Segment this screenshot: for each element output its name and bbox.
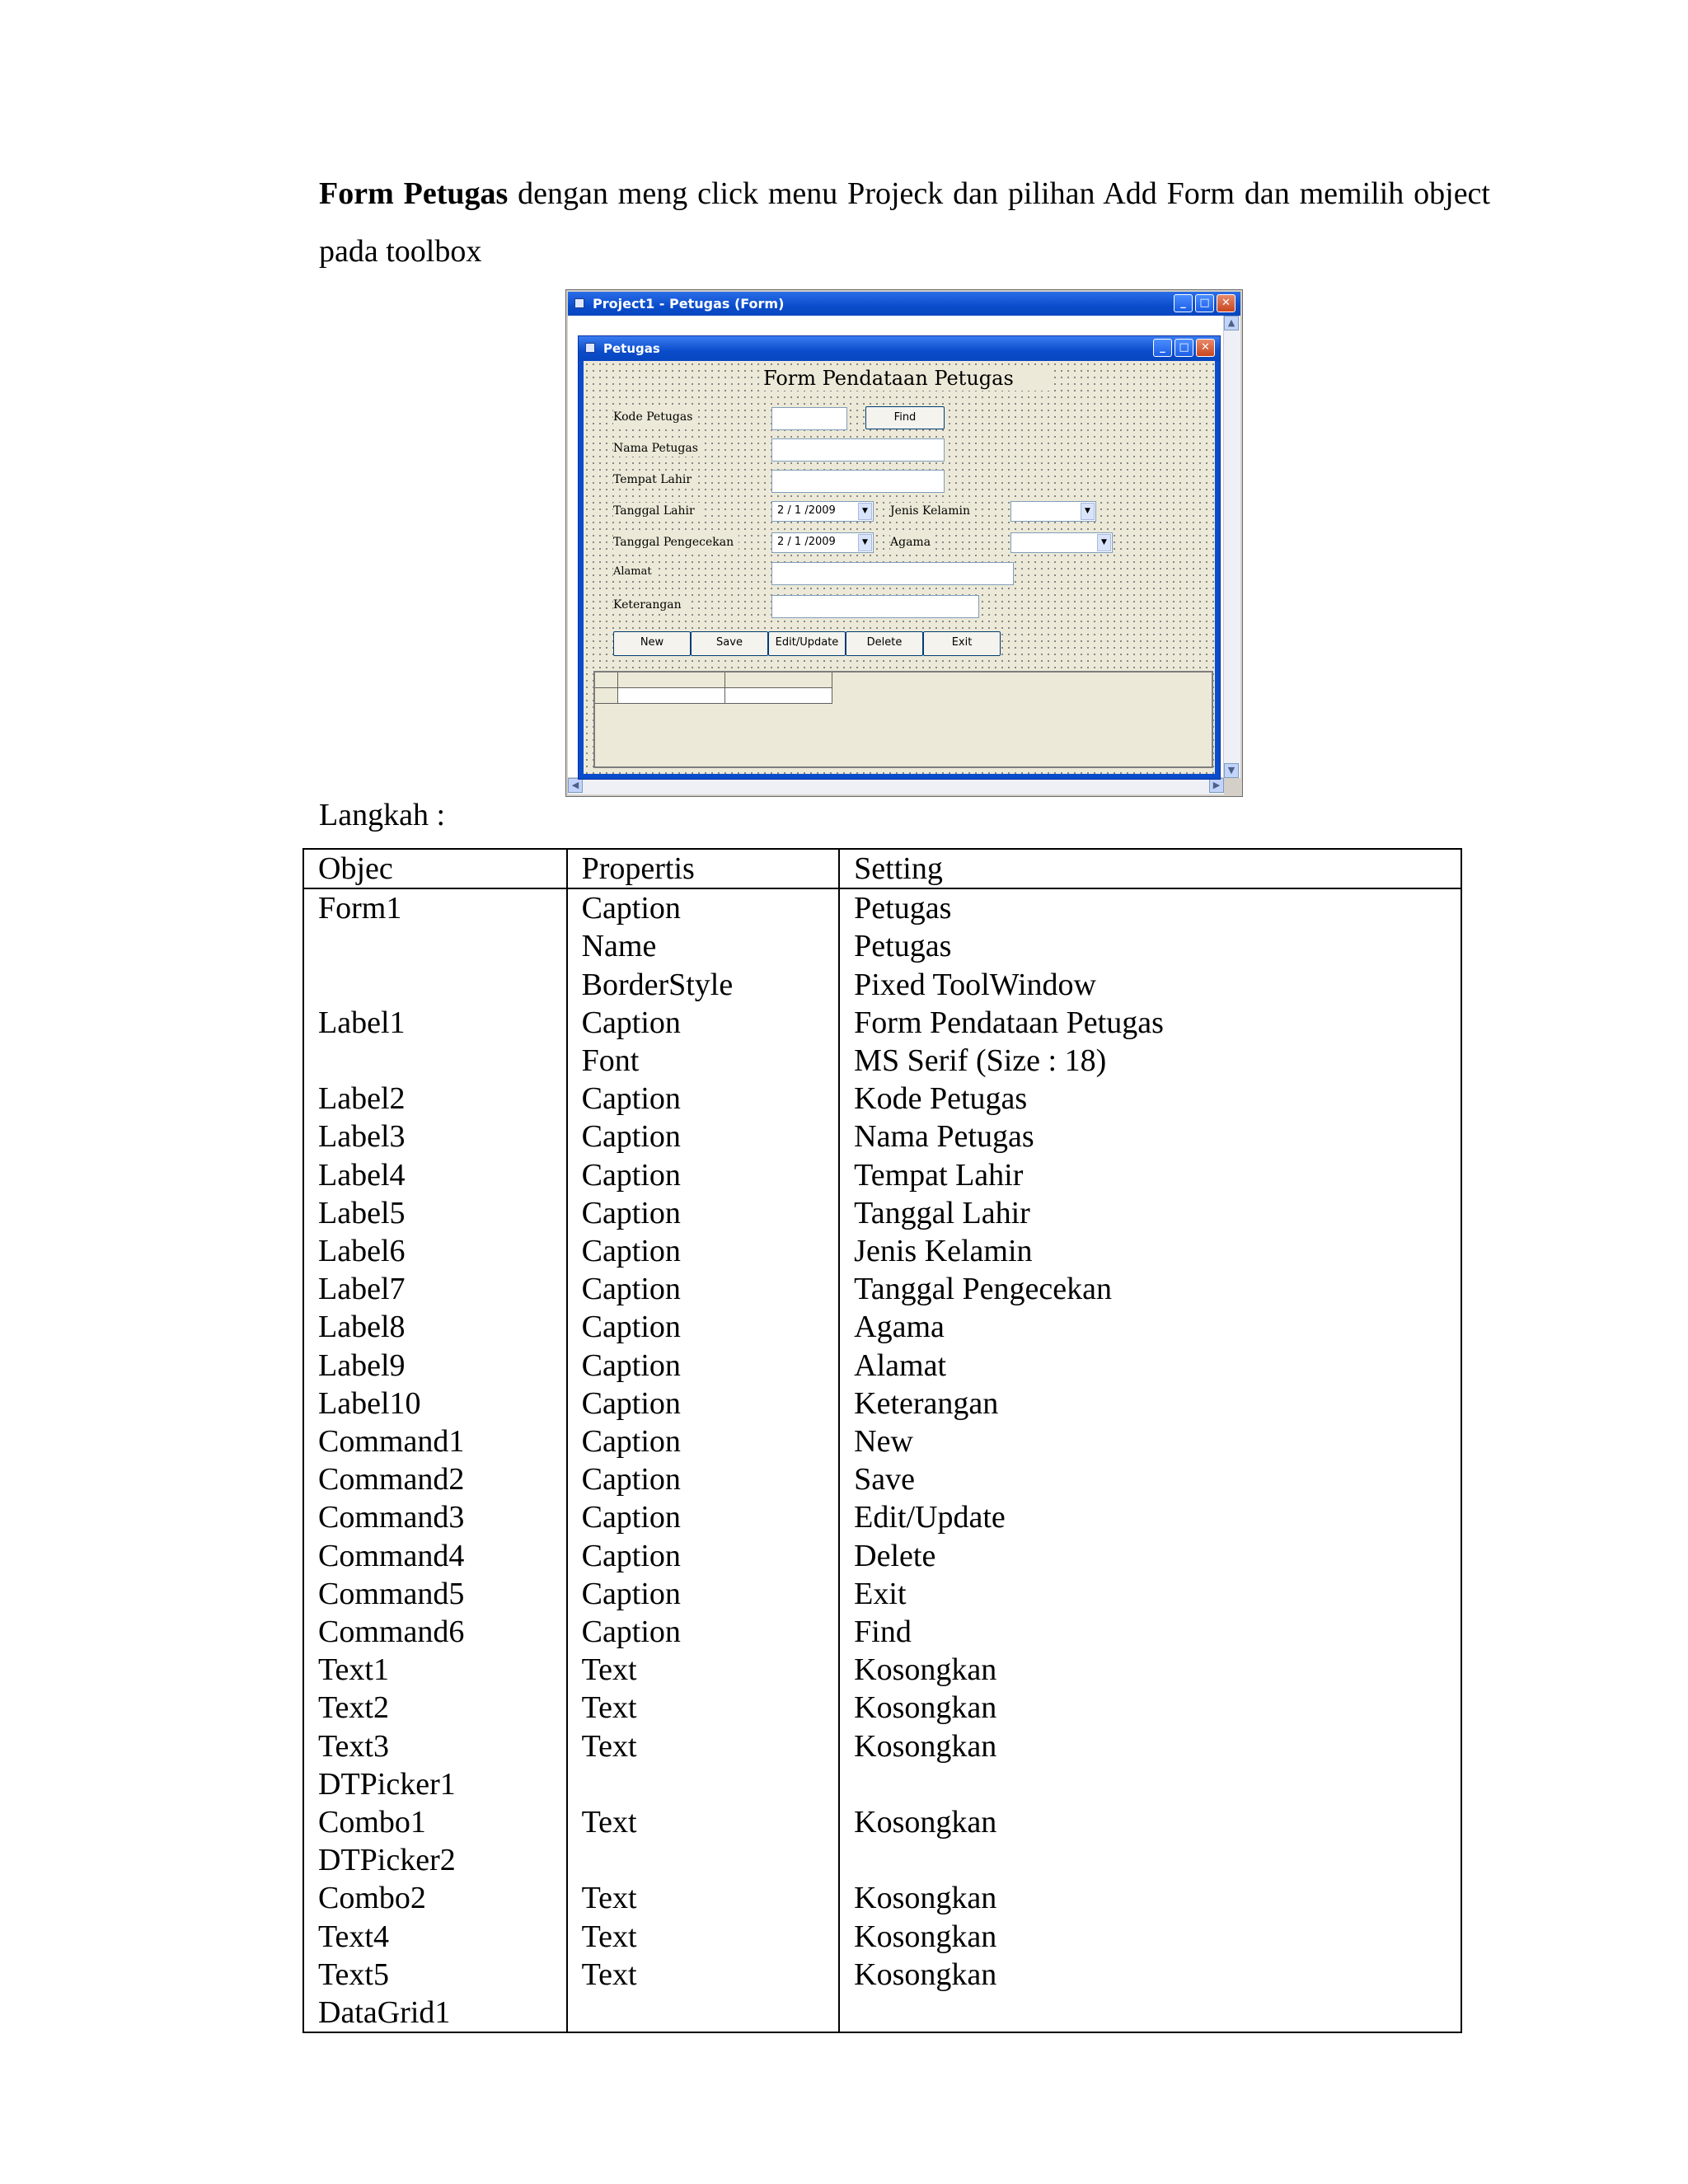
cell-setting: Nama Petugas <box>839 1118 1461 1155</box>
cell-object: Text1 <box>303 1651 567 1689</box>
cell-setting: Kosongkan <box>839 1956 1461 1994</box>
new-button[interactable]: New <box>613 631 691 656</box>
cell-setting: Form Pendataan Petugas <box>839 1004 1461 1042</box>
intro-bold: Form Petugas <box>319 176 509 211</box>
cell-setting <box>839 1994 1461 2032</box>
label-agama: Agama <box>890 534 935 551</box>
tempat-lahir-input[interactable] <box>771 470 945 493</box>
cell-object: Command1 <box>303 1422 567 1460</box>
table-row <box>303 1803 1461 1841</box>
intro-paragraph <box>319 165 1490 280</box>
cell-property: Caption <box>567 1537 840 1575</box>
datagrid-header-row <box>595 673 832 688</box>
properties-table <box>302 848 1462 2033</box>
cell-property: Text <box>567 1956 840 1994</box>
horizontal-scrollbar[interactable] <box>568 777 1224 794</box>
form-icon <box>574 298 584 308</box>
label-tanggal-pengecekan: Tanggal Pengecekan <box>613 534 738 551</box>
minimize-icon[interactable]: _ <box>1153 339 1172 357</box>
datagrid-column-header[interactable] <box>618 673 725 687</box>
table-row <box>303 1080 1461 1118</box>
cell-setting: Kosongkan <box>839 1879 1461 1917</box>
cell-object: Combo2 <box>303 1879 567 1917</box>
ide-window-controls <box>1174 294 1236 312</box>
cell-object: Command3 <box>303 1498 567 1536</box>
label-alamat: Alamat <box>613 564 657 580</box>
cell-setting: Tanggal Pengecekan <box>839 1270 1461 1308</box>
datagrid-cell[interactable] <box>725 688 832 703</box>
cell-object: Text5 <box>303 1956 567 1994</box>
table-row <box>303 1918 1461 1956</box>
cell-property: Font <box>567 1042 840 1080</box>
column-header-setting: Setting <box>839 849 1461 888</box>
datagrid-row <box>595 688 832 704</box>
table-row <box>303 1156 1461 1194</box>
datagrid-row-selector[interactable] <box>595 688 618 703</box>
cell-setting: Kosongkan <box>839 1651 1461 1689</box>
cell-property: Text <box>567 1803 840 1841</box>
cell-setting: Kosongkan <box>839 1918 1461 1956</box>
table-row <box>303 1042 1461 1080</box>
table-row <box>303 1308 1461 1346</box>
cell-setting: Pixed ToolWindow <box>839 966 1461 1004</box>
cell-setting: Tanggal Lahir <box>839 1194 1461 1232</box>
ide-screenshot <box>565 289 1243 797</box>
table-row <box>303 1651 1461 1689</box>
cell-object: Command6 <box>303 1613 567 1651</box>
cell-setting: MS Serif (Size : 18) <box>839 1042 1461 1080</box>
exit-button[interactable]: Exit <box>923 631 1001 656</box>
cell-property: Caption <box>567 1385 840 1422</box>
cell-object: DTPicker1 <box>303 1765 567 1803</box>
dtpicker2[interactable] <box>771 532 874 553</box>
column-header-object: Objec <box>303 849 567 888</box>
chevron-down-icon[interactable]: ▼ <box>1081 503 1095 520</box>
scroll-right-icon[interactable]: ▶ <box>1209 778 1224 793</box>
table-row <box>303 1879 1461 1917</box>
cell-setting: Jenis Kelamin <box>839 1232 1461 1270</box>
cell-property: Caption <box>567 1080 840 1118</box>
table-row <box>303 927 1461 965</box>
vertical-scrollbar[interactable] <box>1223 316 1240 778</box>
cell-object: Label9 <box>303 1347 567 1385</box>
form-title: Petugas <box>603 341 660 356</box>
cell-property: Caption <box>567 1347 840 1385</box>
cell-property <box>567 1841 840 1879</box>
cell-object: DataGrid1 <box>303 1994 567 2032</box>
cell-property: Caption <box>567 1460 840 1498</box>
close-icon[interactable]: ✕ <box>1217 294 1236 312</box>
cell-object: Command2 <box>303 1460 567 1498</box>
table-row <box>303 1232 1461 1270</box>
cell-property <box>567 1994 840 2032</box>
nama-petugas-input[interactable] <box>771 438 945 462</box>
cell-property: Caption <box>567 1498 840 1536</box>
kode-petugas-input[interactable] <box>771 407 847 430</box>
table-row <box>303 1460 1461 1498</box>
cell-object: Label1 <box>303 1004 567 1042</box>
cell-property: Name <box>567 927 840 965</box>
cell-setting: Kosongkan <box>839 1727 1461 1765</box>
cell-object: Label2 <box>303 1080 567 1118</box>
cell-property: Caption <box>567 1004 840 1042</box>
cell-property: Caption <box>567 1156 840 1194</box>
cell-property: Caption <box>567 1194 840 1232</box>
table-row <box>303 1422 1461 1460</box>
minimize-icon[interactable]: _ <box>1174 294 1193 312</box>
cell-setting: Petugas <box>839 927 1461 965</box>
properties-table-body <box>303 888 1461 2032</box>
cell-object: Text4 <box>303 1918 567 1956</box>
cell-setting: Agama <box>839 1308 1461 1346</box>
alamat-input[interactable] <box>771 562 1014 585</box>
cell-setting: Find <box>839 1613 1461 1651</box>
cell-setting: Alamat <box>839 1347 1461 1385</box>
column-header-property: Propertis <box>567 849 840 888</box>
cell-object: Label10 <box>303 1385 567 1422</box>
cell-object <box>303 966 567 1004</box>
table-row <box>303 1727 1461 1765</box>
datagrid-column-header[interactable] <box>725 673 832 687</box>
cell-object: Label7 <box>303 1270 567 1308</box>
cell-property: Text <box>567 1918 840 1956</box>
chevron-down-icon[interactable]: ▼ <box>858 503 872 520</box>
datagrid-cell[interactable] <box>618 688 725 703</box>
maximize-icon[interactable]: □ <box>1195 294 1214 312</box>
cell-setting <box>839 1841 1461 1879</box>
cell-property: Caption <box>567 1575 840 1613</box>
cell-setting: Edit/Update <box>839 1498 1461 1536</box>
combo1-jenis-kelamin[interactable] <box>1010 501 1096 522</box>
table-row <box>303 1765 1461 1803</box>
cell-object <box>303 1042 567 1080</box>
scroll-left-icon[interactable]: ◀ <box>568 778 583 793</box>
label-jenis-kelamin: Jenis Kelamin <box>890 503 975 519</box>
chevron-down-icon[interactable]: ▼ <box>858 534 872 551</box>
cell-setting: Exit <box>839 1575 1461 1613</box>
table-row <box>303 966 1461 1004</box>
cell-property: Caption <box>567 1308 840 1346</box>
cell-setting: Tempat Lahir <box>839 1156 1461 1194</box>
langkah-label: Langkah : <box>319 798 446 832</box>
table-row <box>303 1994 1461 2032</box>
cell-object: Form1 <box>303 888 567 927</box>
cell-property: Caption <box>567 1613 840 1651</box>
cell-setting: Petugas <box>839 888 1461 927</box>
dtpicker2-value: 2 / 1 /2009 <box>777 536 836 548</box>
table-row <box>303 1689 1461 1727</box>
label-nama-petugas: Nama Petugas <box>613 440 703 457</box>
cell-object: Text2 <box>303 1689 567 1727</box>
chevron-down-icon[interactable]: ▼ <box>1097 534 1111 551</box>
form-icon <box>585 343 595 353</box>
ide-window-title: Project1 - Petugas (Form) <box>593 296 785 312</box>
cell-object: Label3 <box>303 1118 567 1155</box>
cell-setting <box>839 1765 1461 1803</box>
cell-object: DTPicker2 <box>303 1841 567 1879</box>
cell-property: Caption <box>567 888 840 927</box>
label-tempat-lahir: Tempat Lahir <box>613 471 696 488</box>
cell-object: Label8 <box>303 1308 567 1346</box>
table-row <box>303 1194 1461 1232</box>
table-row <box>303 1537 1461 1575</box>
table-row <box>303 1613 1461 1651</box>
cell-property: Text <box>567 1727 840 1765</box>
table-row <box>303 1004 1461 1042</box>
scroll-down-icon[interactable]: ▼ <box>1224 763 1239 778</box>
cell-property: Caption <box>567 1118 840 1155</box>
form-design-surface[interactable] <box>584 361 1215 774</box>
table-row <box>303 1118 1461 1155</box>
dtpicker1-value: 2 / 1 /2009 <box>777 504 836 517</box>
cell-property: Text <box>567 1879 840 1917</box>
table-header-row <box>303 849 1461 888</box>
form-window-controls <box>1153 339 1215 357</box>
label-kode-petugas: Kode Petugas <box>613 409 697 425</box>
cell-object: Label5 <box>303 1194 567 1232</box>
cell-property: Caption <box>567 1270 840 1308</box>
delete-button[interactable]: Delete <box>846 631 923 656</box>
cell-object: Text3 <box>303 1727 567 1765</box>
form-titlebar[interactable] <box>579 336 1220 361</box>
scroll-up-icon[interactable]: ▲ <box>1224 316 1239 330</box>
table-row <box>303 1956 1461 1994</box>
petugas-form-window <box>578 335 1221 780</box>
form-heading-label: Form Pendataan Petugas <box>763 366 1052 391</box>
cell-property: Text <box>567 1689 840 1727</box>
cell-setting: Kode Petugas <box>839 1080 1461 1118</box>
table-row <box>303 1385 1461 1422</box>
cell-object <box>303 927 567 965</box>
cell-object: Command5 <box>303 1575 567 1613</box>
table-row <box>303 1347 1461 1385</box>
table-row <box>303 1841 1461 1879</box>
cell-property: BorderStyle <box>567 966 840 1004</box>
label-tanggal-lahir: Tanggal Lahir <box>613 503 700 519</box>
maximize-icon[interactable]: □ <box>1175 339 1193 357</box>
cell-property <box>567 1765 840 1803</box>
find-button[interactable]: Find <box>865 406 945 429</box>
cell-setting: New <box>839 1422 1461 1460</box>
cell-setting: Save <box>839 1460 1461 1498</box>
cell-object: Label6 <box>303 1232 567 1270</box>
combo2-agama[interactable] <box>1010 532 1113 553</box>
table-row <box>303 1270 1461 1308</box>
table-row <box>303 1575 1461 1613</box>
datagrid1[interactable] <box>593 671 1213 768</box>
cell-property: Caption <box>567 1232 840 1270</box>
cell-object: Label4 <box>303 1156 567 1194</box>
ide-titlebar[interactable] <box>568 292 1240 316</box>
intro-text: dengan meng click menu Projeck dan pilihan Add Form dan memilih object pada toolbox <box>319 176 1490 269</box>
table-row <box>303 888 1461 927</box>
cell-setting: Delete <box>839 1537 1461 1575</box>
cell-setting: Kosongkan <box>839 1689 1461 1727</box>
cell-setting: Kosongkan <box>839 1803 1461 1841</box>
cell-property: Caption <box>567 1422 840 1460</box>
cell-property: Text <box>567 1651 840 1689</box>
datagrid-corner <box>595 673 618 687</box>
table-row <box>303 1498 1461 1536</box>
close-icon[interactable]: ✕ <box>1196 339 1215 357</box>
cell-object: Command4 <box>303 1537 567 1575</box>
edit-update-button[interactable]: Edit/Update <box>768 631 846 656</box>
save-button[interactable]: Save <box>691 631 768 656</box>
cell-object: Combo1 <box>303 1803 567 1841</box>
keterangan-input[interactable] <box>771 595 979 618</box>
cell-setting: Keterangan <box>839 1385 1461 1422</box>
dtpicker1[interactable] <box>771 501 874 522</box>
label-keterangan: Keterangan <box>613 597 687 613</box>
